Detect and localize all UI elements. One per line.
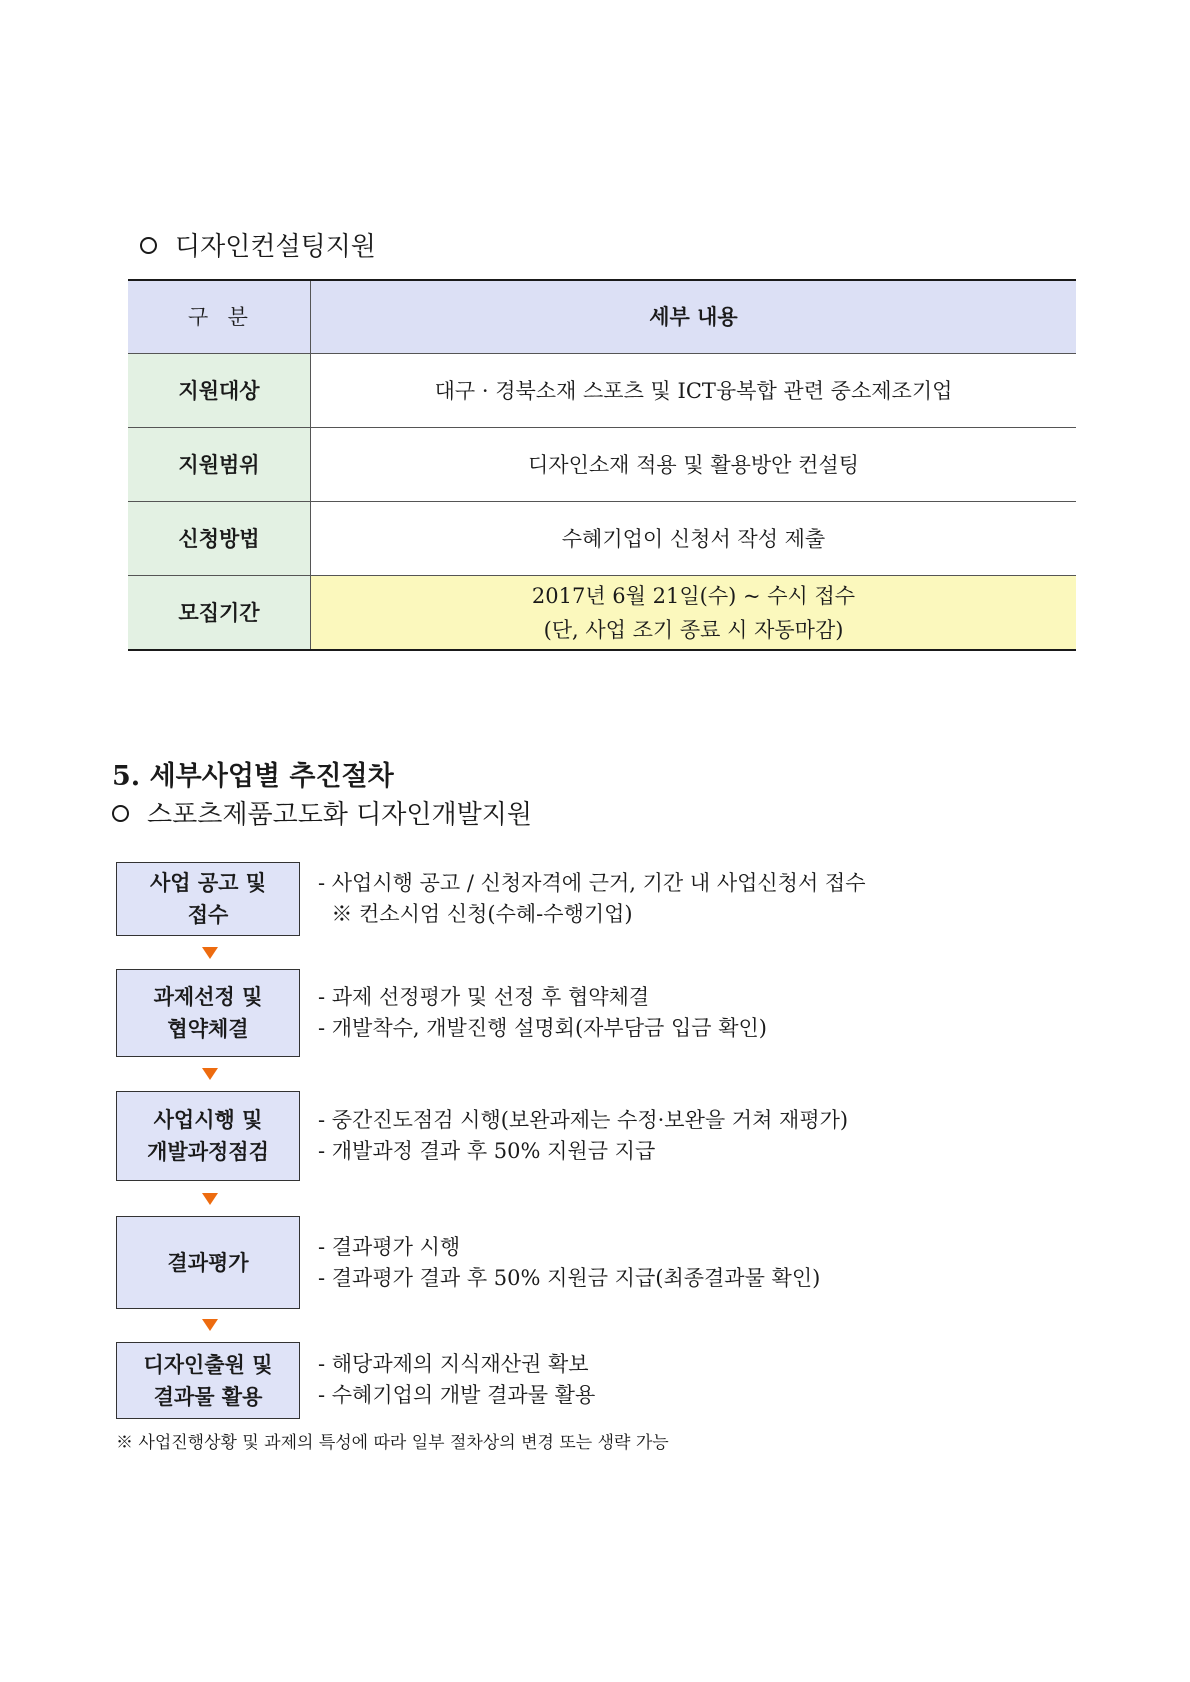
step-desc-line: - 사업시행 공고 / 신청자격에 근거, 기간 내 사업신청서 접수 xyxy=(318,871,866,895)
step-desc-line: - 과제 선정평가 및 선정 후 협약체결 xyxy=(318,985,650,1009)
table-row xyxy=(128,428,1076,502)
step-box-line: 사업시행 및 xyxy=(153,1107,263,1132)
step-box-line: 협약체결 xyxy=(167,1016,249,1041)
row-content-highlight xyxy=(311,576,1077,651)
row-label: 신청방법 xyxy=(128,502,311,576)
step-box-line: 접수 xyxy=(187,902,229,927)
section2-heading: 스포츠제품고도화 디자인개발지원 xyxy=(112,794,532,831)
header-content: 세부 내용 xyxy=(311,280,1077,354)
step-box-4 xyxy=(116,1216,300,1309)
step-box-line: 결과평가 xyxy=(167,1249,249,1275)
row-content-line: 2017년 6월 21일(수) ~ 수시 접수 xyxy=(531,583,856,608)
section1-heading: 디자인컨설팅지원 xyxy=(140,226,376,263)
row-label: 지원대상 xyxy=(128,354,311,428)
step-desc-line: - 결과평가 시행 xyxy=(318,1235,461,1259)
step-box-1 xyxy=(116,862,300,936)
table-row xyxy=(128,354,1076,428)
row-label: 지원범위 xyxy=(128,428,311,502)
row-content xyxy=(311,354,1077,428)
step-box-line: 개발과정점검 xyxy=(147,1139,269,1164)
step-desc-line: - 개발과정 결과 후 50% 지원금 지급 xyxy=(318,1139,656,1163)
footnote: ※ 사업진행상황 및 과제의 특성에 따라 일부 절차상의 변경 또는 생략 가능 xyxy=(116,1433,669,1453)
step-desc-3 xyxy=(318,1105,848,1167)
row-content xyxy=(311,502,1077,576)
row-content-line: 수혜기업이 신청서 작성 제출 xyxy=(561,526,826,551)
step-desc-line: - 중간진도점검 시행(보완과제는 수정·보완을 거쳐 재평가) xyxy=(318,1108,849,1132)
down-arrow-icon xyxy=(202,1068,218,1080)
step-desc-line: - 수혜기업의 개발 결과물 활용 xyxy=(318,1383,596,1407)
row-content-line: (단, 사업 조기 종료 시 자동마감) xyxy=(543,617,844,642)
circle-bullet-icon xyxy=(112,805,129,822)
step-box-2 xyxy=(116,969,300,1057)
step-box-line: 결과물 활용 xyxy=(153,1383,263,1409)
row-content-line: 대구 · 경북소재 스포츠 및 ICT융복합 관련 중소제조기업 xyxy=(434,378,953,403)
table-row xyxy=(128,502,1076,576)
step-desc-line: - 결과평가 결과 후 50% 지원금 지급(최종결과물 확인) xyxy=(318,1266,821,1290)
step-desc-line: - 개발착수, 개발진행 설명회(자부담금 입금 확인) xyxy=(318,1016,767,1040)
down-arrow-icon xyxy=(202,947,218,959)
step-desc-4 xyxy=(318,1232,820,1294)
row-label: 모집기간 xyxy=(128,576,311,651)
row-content-line: 디자인소재 적용 및 활용방안 컨설팅 xyxy=(528,452,859,477)
step-desc-line: - 해당과제의 지식재산권 확보 xyxy=(318,1352,589,1376)
step-desc-5 xyxy=(318,1349,595,1411)
row-content xyxy=(311,428,1077,502)
circle-bullet-icon xyxy=(140,237,157,254)
step-desc-2 xyxy=(318,982,767,1044)
down-arrow-icon xyxy=(202,1193,218,1205)
step-desc-1 xyxy=(318,868,866,930)
support-info-table xyxy=(128,279,1076,651)
step-box-line: 과제선정 및 xyxy=(153,984,263,1009)
step-box-3 xyxy=(116,1091,300,1181)
step-box-5 xyxy=(116,1342,300,1419)
header-category: 구 분 xyxy=(128,280,311,354)
down-arrow-icon xyxy=(202,1319,218,1331)
table-row xyxy=(128,576,1076,651)
step-desc-line: ※ 컨소시엄 신청(수혜-수행기업) xyxy=(318,902,633,926)
section2-title: 5. 세부사업별 추진절차 xyxy=(112,761,394,792)
table-header-row xyxy=(128,280,1076,354)
step-box-line: 사업 공고 및 xyxy=(149,870,267,895)
step-box-line: 디자인출원 및 xyxy=(143,1351,273,1377)
